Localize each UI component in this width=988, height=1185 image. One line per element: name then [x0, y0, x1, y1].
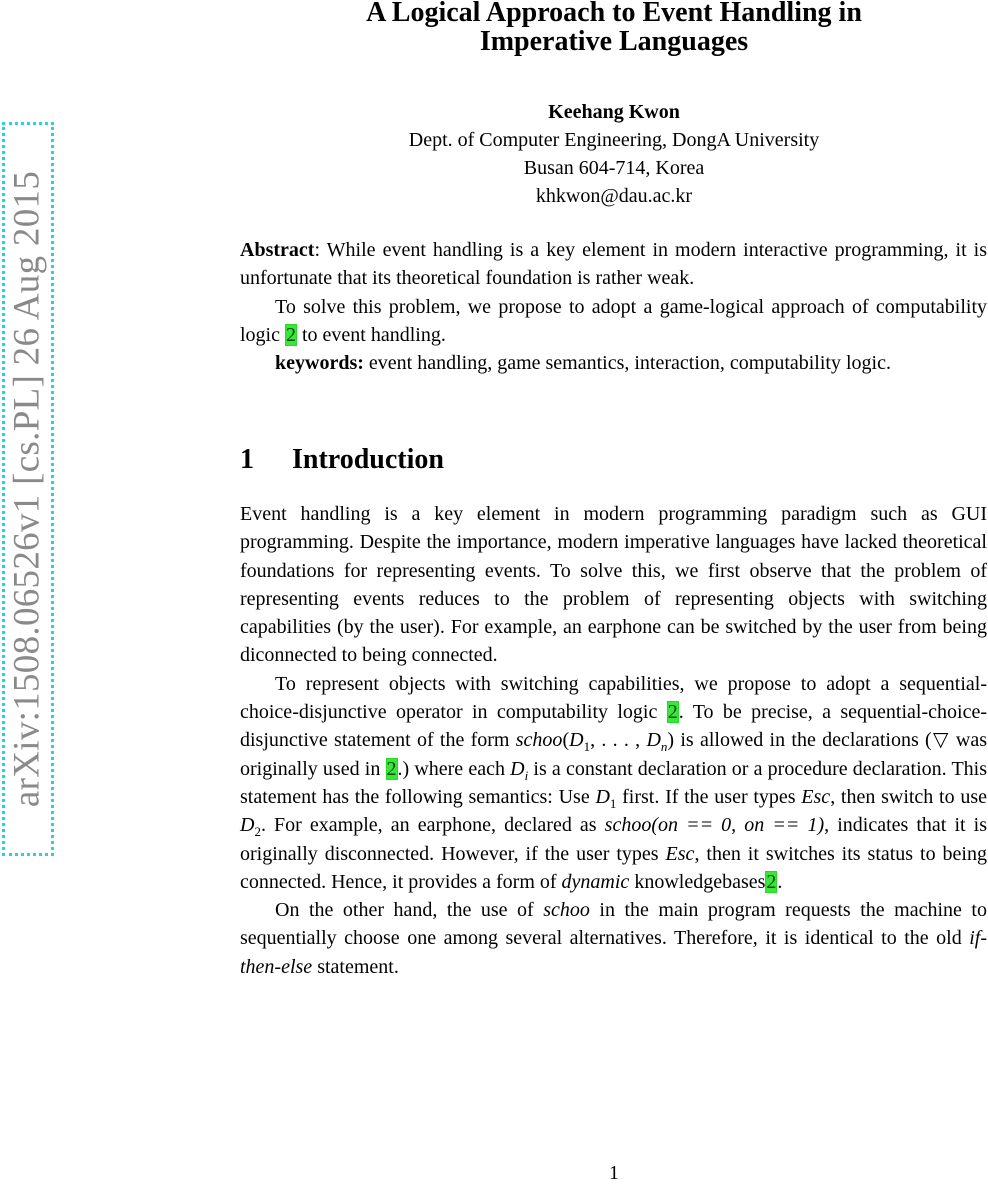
math-d: D [240, 814, 255, 837]
text-run: . [777, 870, 783, 893]
author-email: khkwon@dau.ac.kr [535, 185, 693, 207]
math-d: D [569, 729, 584, 752]
citation-link[interactable] [285, 324, 297, 346]
text-run: ) [667, 729, 675, 752]
intro-paragraph-1: Event handling is a key element in modern programming paradigm such as GUI programming. Despite the importance, modern imperative languages have lacked theoretical foundations for representing events. To solve this, we first observe that the problem of representing events reduces to the problem of representing objects with switching capabilities (by the user). For example, an earphone can be switched by the user from being diconnected to being connected. [240, 503, 987, 667]
math-esc: Esc [801, 785, 831, 808]
nabla-symbol: ▽ [931, 729, 950, 752]
title-line-2: Imperative Languages [479, 26, 749, 57]
citation-number[interactable]: 2 [667, 701, 678, 724]
text-run: . To be precise, a sequential-choice-disjunctive statement of the form [240, 701, 987, 752]
math-schoo: schoo [515, 729, 563, 752]
text-run: .) where each [397, 757, 511, 780]
abstract-text: : While event handling is a key element in modern interactive programming, it is unfortunate that its theoretical foundation is rather weak. [240, 239, 987, 290]
math-d: D [646, 729, 661, 752]
text-run: . For example, an earphone, declared as [260, 814, 605, 837]
section-heading-introduction [240, 442, 444, 478]
text-run: knowledgebases [629, 870, 766, 893]
abstract-label: Abstract [240, 239, 315, 261]
math-schoo: schoo [604, 814, 652, 837]
citation-number[interactable]: 2 [766, 870, 777, 893]
citation-link[interactable] [765, 871, 777, 893]
author-affiliation: Dept. of Computer Engineering, DongA University [408, 129, 820, 151]
text-run: was originally used in [240, 729, 987, 780]
page-number: 1 [609, 1162, 619, 1184]
math-d: D [510, 757, 525, 780]
intro-paragraph-2 [240, 670, 987, 896]
intro-paragraph-3 [240, 896, 987, 981]
text-run: , indicates that it is originally disconnected. However, if the user types [240, 814, 987, 865]
citation-number[interactable]: 2 [286, 323, 296, 346]
math-if-then-else: if-then-else [240, 927, 987, 978]
citation-link[interactable] [667, 701, 679, 723]
paper-title [240, 0, 988, 56]
text-run: , then switch to use [830, 785, 987, 808]
math-esc: Esc [665, 842, 695, 865]
math-d: D [595, 785, 610, 808]
author-address: Busan 604-714, Korea [523, 157, 705, 179]
text-run: first. If the user types [616, 785, 802, 808]
text-run: On the other hand, the use of [275, 899, 544, 922]
section-title: Introduction [292, 444, 444, 475]
title-line-1: A Logical Approach to Event Handling in [366, 0, 862, 28]
text-run: To represent objects with switching capabilities, we propose to adopt a sequential-choice-disjunctive operator in computability logic [240, 672, 987, 724]
keywords-label: keywords: [275, 352, 364, 375]
arxiv-identifier[interactable]: arXiv:1508.06526v1 [cs.PL] 26 Aug 2015 [6, 170, 48, 808]
citation-link[interactable] [386, 758, 398, 780]
author-block [240, 98, 988, 210]
keywords-paragraph [240, 349, 987, 377]
math-subscript: 1 [583, 739, 591, 755]
text-run: statement. [312, 955, 399, 978]
math-schoo: schoo [543, 899, 590, 922]
text-run: is allowed in the declarations ( [674, 729, 932, 752]
abstract-paragraph [240, 236, 987, 293]
abstract-text-2b: to event handling. [297, 323, 446, 346]
text-run: , then it switches its status to being connected. Hence, it provides a form of [240, 842, 987, 893]
math-subscript: 2 [254, 824, 261, 840]
abstract-paragraph-2 [240, 293, 987, 350]
abstract-text-2a: To solve this problem, we propose to adopt a game-logical approach of computability logic [240, 295, 987, 346]
text-run: , . . . , [590, 729, 647, 752]
text-run: in the main program requests the machine to sequentially choose one among several alternatives. Therefore, it is identical to the old [240, 899, 987, 950]
math-expression: (on == 0, on == 1) [651, 814, 825, 837]
citation-number[interactable]: 2 [386, 757, 397, 780]
math-subscript: 1 [609, 795, 617, 811]
text-run: is a constant declaration or a procedure declaration. This statement has the following semantics: Use [240, 757, 988, 808]
author-name: Keehang Kwon [548, 101, 680, 123]
abstract [240, 236, 987, 377]
introduction-body [240, 500, 987, 981]
math-subscript: i [524, 767, 529, 783]
text-run: ( [562, 729, 570, 752]
emphasis-dynamic: dynamic [561, 870, 630, 893]
keywords-text: event handling, game semantics, interaction, computability logic. [363, 352, 891, 375]
section-number: 1 [240, 444, 254, 475]
math-subscript: n [660, 739, 668, 755]
